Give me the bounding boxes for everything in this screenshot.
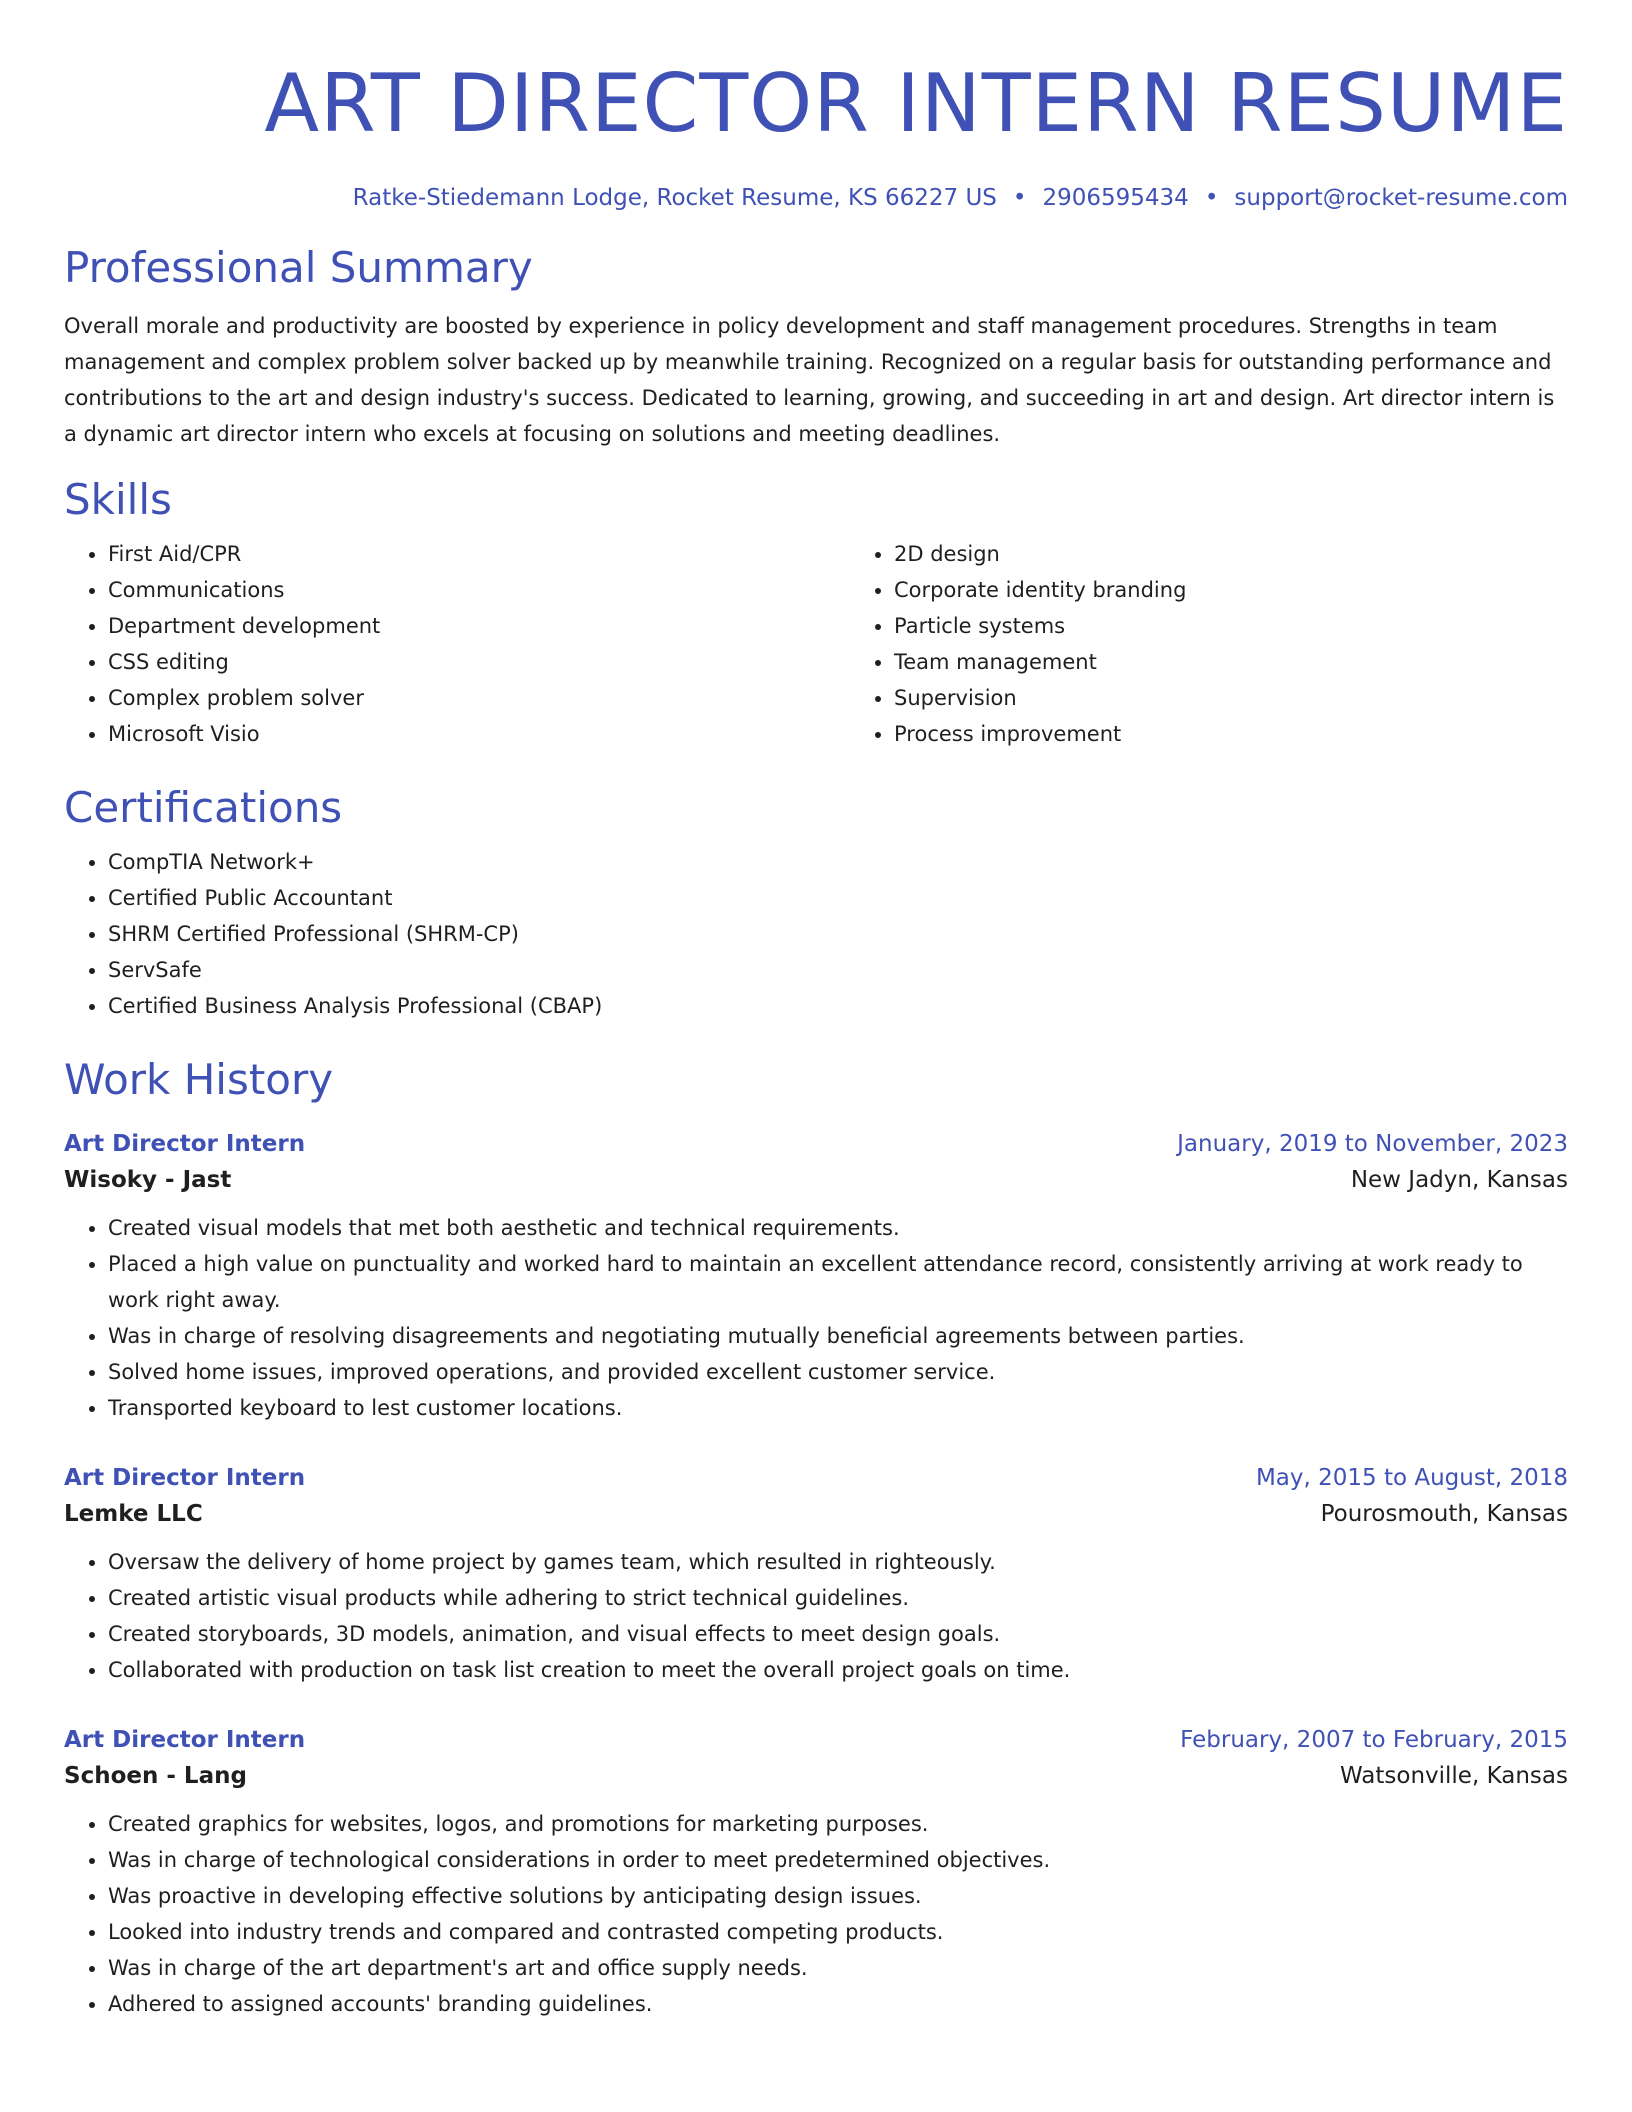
job-title: Art Director Intern: [64, 1465, 306, 1491]
job-title-row: [64, 1460, 1568, 1496]
job-bullet: • Oversaw the delivery of home project by games team, which resulted in righteously.: [108, 1544, 1568, 1580]
skills-left-list: [64, 536, 850, 752]
skill-item: • Microsoft Visio: [108, 716, 850, 752]
job-bullet: • Placed a high value on punctuality and worked hard to maintain an excellent attendance record, consistently arriving at work ready to work right away.: [108, 1246, 1568, 1318]
job-title-row: [64, 1126, 1568, 1162]
certifications-list: [64, 844, 1568, 1024]
job-bullet: • Adhered to assigned accounts' branding guidelines.: [108, 1986, 1568, 2022]
job-title: Art Director Intern: [64, 1727, 306, 1753]
summary-text: Overall morale and productivity are boosted by experience in policy development and staff management procedures. Strengths in team management and complex problem solver backed up by meanwhile training. Recognized on a regular basis for outstanding performance and contributions to the art and design industry's success. Dedicated to learning, growing, and succeeding in art and design. Art director intern is a dynamic art director intern who excels at focusing on solutions and meeting deadlines.: [64, 314, 1555, 446]
contact-address: Ratke-Stiedemann Lodge, Rocket Resume, KS 66227 US: [352, 185, 997, 211]
job-entry: [64, 1126, 1568, 1426]
skill-item: • Supervision: [894, 680, 1632, 716]
job-bullet: • Transported keyboard to lest customer locations.: [108, 1390, 1568, 1426]
skill-item: • Process improvement: [894, 716, 1632, 752]
job-location: Watsonville, Kansas: [1340, 1763, 1568, 1789]
certification-item: • Certified Public Accountant: [108, 880, 1568, 916]
certification-item: • Certified Business Analysis Professional (CBAP): [108, 988, 1568, 1024]
job-bullets: [64, 1806, 1568, 2022]
job-bullet: • Was in charge of the art department's art and office supply needs.: [108, 1950, 1568, 1986]
job-entry: [64, 1722, 1568, 2022]
summary-section: [64, 242, 1568, 452]
certification-item: • CompTIA Network+: [108, 844, 1568, 880]
job-bullet: • Created artistic visual products while adhering to strict technical guidelines.: [108, 1580, 1568, 1616]
job-bullets: [64, 1544, 1568, 1688]
skill-item: • Particle systems: [894, 608, 1632, 644]
job-bullet: • Created graphics for websites, logos, and promotions for marketing purposes.: [108, 1806, 1568, 1842]
contact-separator: •: [1204, 185, 1219, 211]
contact-email[interactable]: support@rocket-resume.com: [1234, 185, 1568, 211]
job-company: Schoen - Lang: [64, 1763, 247, 1789]
job-bullets: [64, 1210, 1568, 1426]
skill-item: • Complex problem solver: [108, 680, 850, 716]
job-title: Art Director Intern: [64, 1131, 306, 1157]
job-bullet: • Created storyboards, 3D models, animation, and visual effects to meet design goals.: [108, 1616, 1568, 1652]
summary-heading: Professional Summary: [64, 243, 533, 292]
job-bullet: • Collaborated with production on task list creation to meet the overall project goals on time.: [108, 1652, 1568, 1688]
job-entry: [64, 1460, 1568, 1688]
skills-columns: [64, 536, 1568, 752]
certification-item: • SHRM Certified Professional (SHRM-CP): [108, 916, 1568, 952]
skill-item: • Department development: [108, 608, 850, 644]
skills-heading: Skills: [64, 475, 172, 524]
work-history-heading: Work History: [64, 1055, 334, 1104]
job-bullet: • Was in charge of resolving disagreements and negotiating mutually beneficial agreements between parties.: [108, 1318, 1568, 1354]
skill-item: • 2D design: [894, 536, 1632, 572]
certifications-section: [64, 782, 1568, 1024]
job-bullet: • Was proactive in developing effective solutions by anticipating design issues.: [108, 1878, 1568, 1914]
skill-item: • First Aid/CPR: [108, 536, 850, 572]
skill-item: • Team management: [894, 644, 1632, 680]
job-location: Pourosmouth, Kansas: [1320, 1501, 1568, 1527]
contact-separator: •: [1012, 185, 1027, 211]
job-dates: January, 2019 to November, 2023: [1177, 1131, 1568, 1157]
job-company-row: [64, 1496, 1568, 1532]
job-location: New Jadyn, Kansas: [1350, 1167, 1568, 1193]
job-bullet: • Looked into industry trends and compared and contrasted competing products.: [108, 1914, 1568, 1950]
contact-phone: 2906595434: [1042, 185, 1189, 211]
job-bullet: • Was in charge of technological considerations in order to meet predetermined objectives.: [108, 1842, 1568, 1878]
skills-section: [64, 474, 1568, 752]
skill-item: • CSS editing: [108, 644, 850, 680]
job-company: Lemke LLC: [64, 1501, 203, 1527]
skills-right-list: [850, 536, 1632, 752]
resume-name: ART DIRECTOR INTERN RESUME: [264, 57, 1568, 150]
certifications-heading: Certifications: [64, 783, 343, 832]
certification-item: • ServSafe: [108, 952, 1568, 988]
job-company: Wisoky - Jast: [64, 1167, 232, 1193]
job-company-row: [64, 1162, 1568, 1198]
contact-line: [64, 182, 1568, 214]
job-company-row: [64, 1758, 1568, 1794]
job-dates: February, 2007 to February, 2015: [1180, 1727, 1568, 1753]
job-bullet: • Solved home issues, improved operations, and provided excellent customer service.: [108, 1354, 1568, 1390]
job-title-row: [64, 1722, 1568, 1758]
work-history-section: [64, 1054, 1568, 2022]
job-bullet: • Created visual models that met both aesthetic and technical requirements.: [108, 1210, 1568, 1246]
job-dates: May, 2015 to August, 2018: [1255, 1465, 1568, 1491]
skill-item: • Corporate identity branding: [894, 572, 1632, 608]
skill-item: • Communications: [108, 572, 850, 608]
resume-header: [64, 0, 1568, 214]
